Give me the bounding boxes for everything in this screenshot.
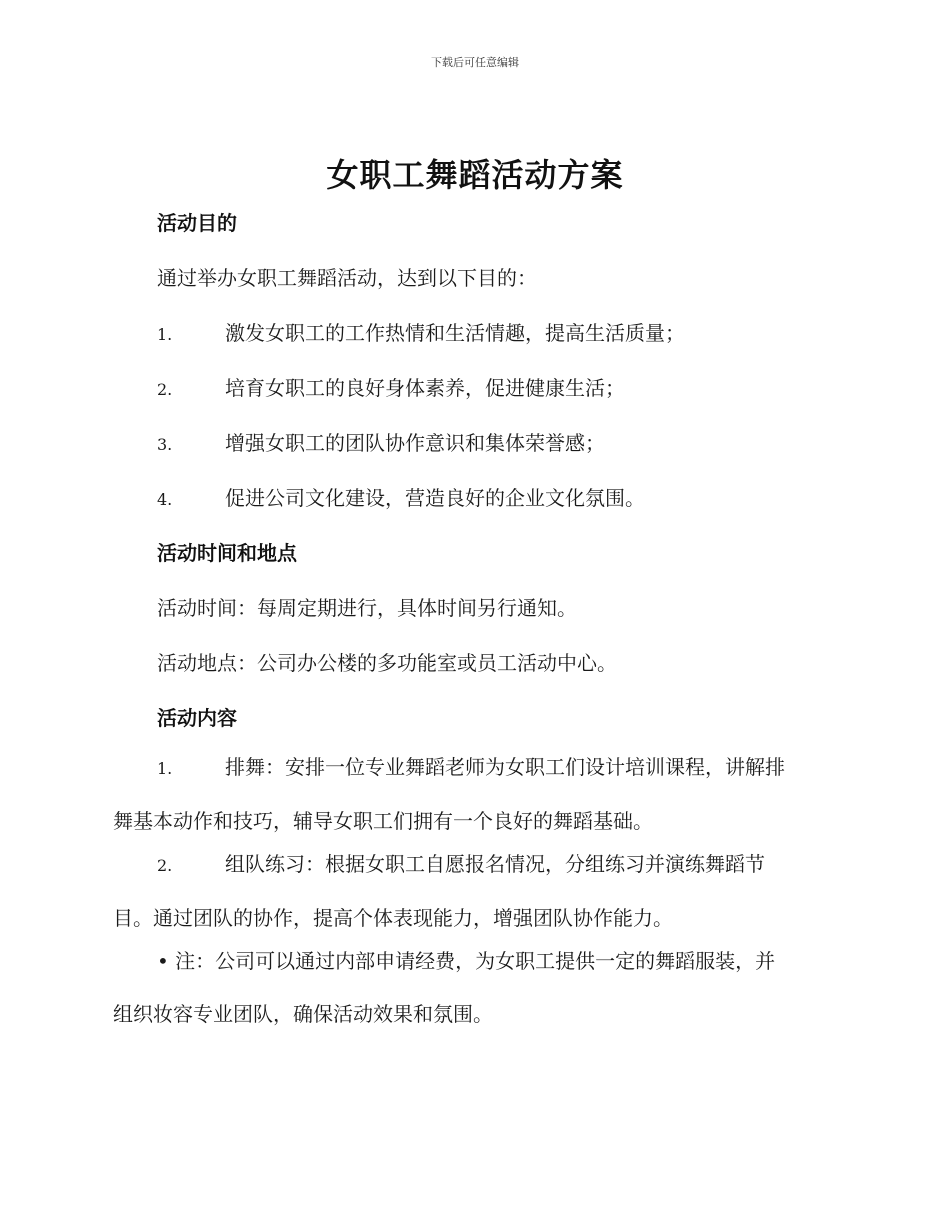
note-first-line: • 注：公司可以通过内部申请经费，为女职工提供一定的舞蹈服装，并 xyxy=(157,949,776,973)
purpose-list-item xyxy=(157,482,645,511)
list-number: 2. xyxy=(157,380,173,399)
purpose-list-item xyxy=(157,317,685,346)
purpose-list-item xyxy=(157,372,625,401)
list-number: 4. xyxy=(157,490,173,509)
content-list-item xyxy=(113,741,838,848)
note-continuation: 组织妆容专业团队，确保活动效果和氛围。 xyxy=(113,1002,493,1026)
list-number: 2. xyxy=(157,856,173,875)
content-note xyxy=(113,935,838,1041)
list-text: 激发女职工的工作热情和生活情趣，提高生活质量； xyxy=(225,321,685,345)
purpose-list-item xyxy=(157,427,605,456)
purpose-intro: 通过举办女职工舞蹈活动，达到以下目的： xyxy=(157,266,537,290)
list-number: 3. xyxy=(157,435,173,454)
content-item-continuation: 舞基本动作和技巧，辅导女职工们拥有一个良好的舞蹈基础。 xyxy=(113,809,653,833)
list-number: 1. xyxy=(157,759,173,778)
list-text: 培育女职工的良好身体素养，促进健康生活； xyxy=(225,376,625,400)
content-item-text: 排舞：安排一位专业舞蹈老师为女职工们设计培训课程，讲解排 xyxy=(225,755,785,779)
section-heading-content: 活动内容 xyxy=(157,706,237,730)
content-item-continuation: 目。通过团队的协作，提高个体表现能力，增强团队协作能力。 xyxy=(113,906,673,930)
content-item-first-line xyxy=(113,741,838,795)
list-text: 促进公司文化建设，营造良好的企业文化氛围。 xyxy=(225,486,645,510)
content-item-text: 组队练习：根据女职工自愿报名情况，分组练习并演练舞蹈节 xyxy=(225,852,765,876)
header-note: 下载后可任意编辑 xyxy=(431,56,519,69)
activity-time: 活动时间：每周定期进行，具体时间另行通知。 xyxy=(157,596,577,620)
content-item-first-line xyxy=(113,838,838,892)
list-number: 1. xyxy=(157,325,173,344)
content-list-item xyxy=(113,838,838,945)
activity-place: 活动地点：公司办公楼的多功能室或员工活动中心。 xyxy=(157,651,617,675)
list-text: 增强女职工的团队协作意识和集体荣誉感； xyxy=(225,431,605,455)
section-heading-purpose: 活动目的 xyxy=(157,211,237,235)
section-heading-time-place: 活动时间和地点 xyxy=(157,541,297,565)
document-title: 女职工舞蹈活动方案 xyxy=(326,156,624,194)
